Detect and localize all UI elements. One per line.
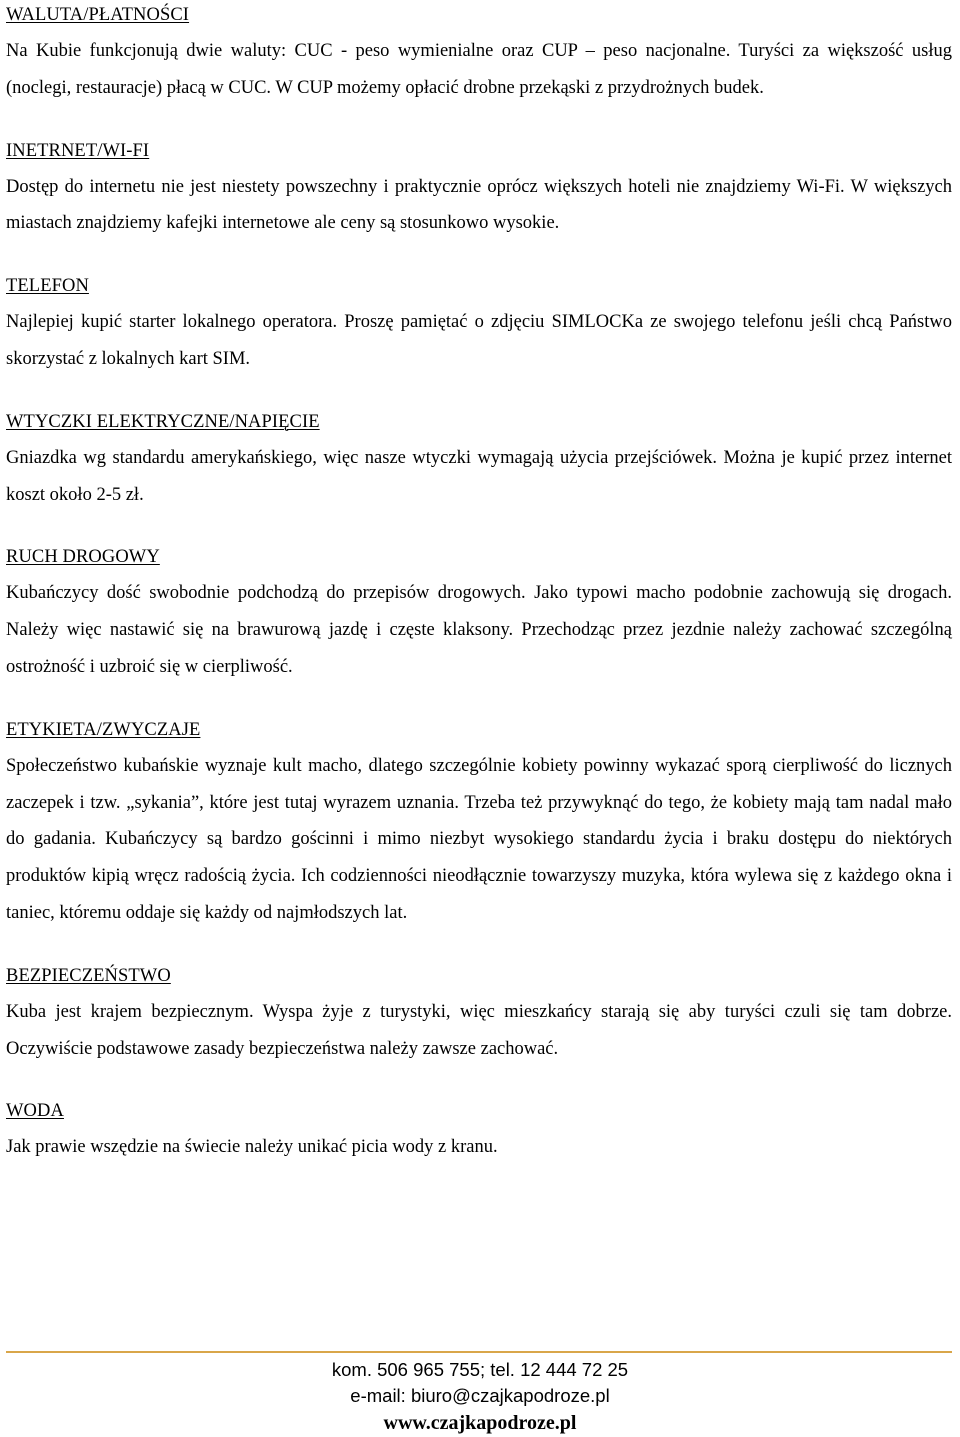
section-spacer <box>6 513 952 544</box>
section-heading: WALUTA/PŁATNOŚCI <box>6 5 190 25</box>
section-paragraph: Na Kubie funkcjonują dwie waluty: CUC - peso wymienialne oraz CUP – peso nacjonalne. Turyści za większość usług (noclegi, restauracje) płacą w CUC. W CUP możemy opłacić drobne przekąski z przydrożnych budek. <box>6 41 952 98</box>
section-telefon <box>6 273 952 378</box>
section-heading: WODA <box>6 1101 64 1122</box>
section-paragraph: Kubańczycy dość swobodnie podchodzą do przepisów drogowych. Jako typowi macho podobnie zachowują się drogach. Należy więc nastawić się na brawurową jazdę i częste klaksony. Przechodząc przez jezdnie należy zachować szczególną ostrożność i uzbroić się w cierpliwość. <box>6 583 952 677</box>
section-wtyczki <box>6 409 952 514</box>
document-body <box>6 0 952 1166</box>
section-paragraph: Najlepiej kupić starter lokalnego operatora. Proszę pamiętać o zdjęciu SIMLOCKa ze swojego telefonu jeśli chcą Państwo skorzystać z lokalnych kart SIM. <box>6 312 952 369</box>
section-spacer <box>6 242 952 273</box>
section-spacer <box>6 107 952 138</box>
section-paragraph: Jak prawie wszędzie na świecie należy unikać picia wody z kranu. <box>6 1137 498 1158</box>
section-internet <box>6 138 952 243</box>
section-heading: INETRNET/WI-FI <box>6 140 150 161</box>
section-heading: BEZPIECZEŃSTWO <box>6 965 171 986</box>
section-ruch-drogowy <box>6 544 952 685</box>
section-paragraph: Kuba jest krajem bezpiecznym. Wyspa żyje z turystyki, więc mieszkańcy starają się aby turyści czuli się tam dobrze. Oczywiście podstawowe zasady bezpieczeństwa należy zawsze zachować. <box>6 1001 952 1059</box>
section-etykieta <box>6 717 952 932</box>
section-woda <box>6 1098 952 1166</box>
section-spacer <box>6 932 952 963</box>
footer-email: e-mail: biuro@czajkapodroze.pl <box>350 1385 610 1406</box>
section-paragraph: Społeczeństwo kubańskie wyznaje kult macho, dlatego szczególnie kobiety powinny wykazać sporą cierpliwość do licznych zaczepek i tzw. „sykania”, które jest tutaj wyrazem uznania. Trzeba też przywyknąć do tego, że kobiety mają tam nadal mało do gadania. Kubańczycy są bardzo gościnni i mimo niezbyt wysokiego standardu życia i braku dostępu do niektórych produktów kipią wręcz radością życia. Ich codzienności nieodłącznie towarzyszy muzyka, która wylewa się z każdego okna i taniec, któremu oddaje się każdy od najmłodszych lat. <box>6 755 952 923</box>
section-paragraph: Gniazdka wg standardu amerykańskiego, więc nasze wtyczki wymagają użycia przejściówek. Można je kupić przez internet koszt około 2-5 zł. <box>6 447 952 505</box>
section-heading: RUCH DROGOWY <box>6 547 160 568</box>
section-bezpieczenstwo <box>6 963 952 1068</box>
section-heading: WTYCZKI ELEKTRYCZNE/NAPIĘCIE <box>6 411 320 432</box>
section-spacer <box>6 378 952 409</box>
section-paragraph: Dostęp do internetu nie jest niestety powszechny i praktycznie oprócz większych hoteli nie znajdziemy Wi-Fi. W większych miastach znajdziemy kafejki internetowe ale ceny są stosunkowo wysokie. <box>6 176 952 234</box>
section-spacer <box>6 1067 952 1098</box>
section-heading: ETYKIETA/ZWYCZAJE <box>6 719 201 740</box>
section-waluta <box>6 2 952 107</box>
footer-website: www.czajkapodroze.pl <box>383 1412 577 1434</box>
footer-divider <box>6 1351 952 1353</box>
section-heading: TELEFON <box>6 276 89 297</box>
section-spacer <box>6 686 952 717</box>
page-footer <box>0 1357 960 1437</box>
footer-phones: kom. 506 965 755; tel. 12 444 72 25 <box>331 1359 629 1380</box>
